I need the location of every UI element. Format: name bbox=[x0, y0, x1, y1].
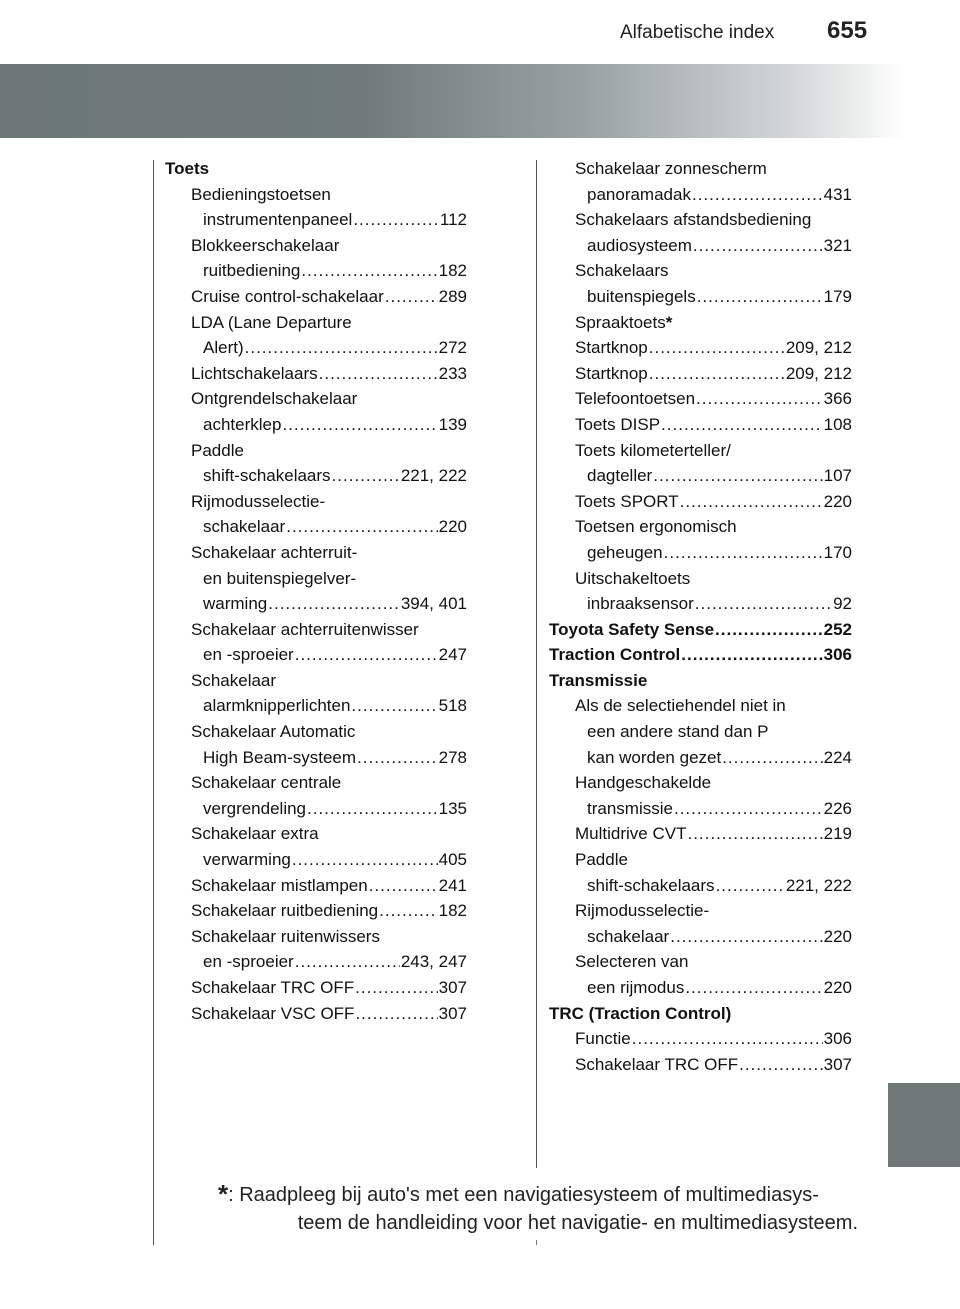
leader-dots bbox=[674, 796, 823, 822]
index-term: Startknop bbox=[575, 338, 648, 358]
index-entry bbox=[549, 770, 852, 796]
index-term: Spraaktoets bbox=[575, 312, 666, 332]
index-entry bbox=[549, 463, 852, 489]
index-term: Schakelaar TRC OFF bbox=[575, 1054, 739, 1074]
index-page-ref: 306 bbox=[823, 645, 852, 665]
index-term: Toyota Safety Sense bbox=[549, 619, 715, 639]
index-entry bbox=[549, 233, 852, 259]
index-entry bbox=[165, 386, 467, 412]
index-term: Toets bbox=[165, 159, 210, 178]
index-entry bbox=[165, 719, 467, 745]
index-entry bbox=[549, 207, 852, 233]
index-entry bbox=[549, 540, 852, 566]
index-page-ref: 243, 247 bbox=[400, 952, 467, 972]
index-page-ref: 92 bbox=[833, 594, 852, 614]
index-term: Alert) bbox=[203, 338, 244, 358]
index-page-ref: 220 bbox=[823, 978, 852, 997]
index-entry bbox=[165, 361, 467, 387]
index-entry bbox=[549, 335, 852, 361]
index-term: een andere stand dan P bbox=[587, 722, 769, 742]
index-entry bbox=[165, 873, 467, 899]
index-page-ref: 224 bbox=[823, 747, 852, 767]
index-term: Transmissie bbox=[549, 670, 648, 690]
index-entry bbox=[165, 642, 467, 668]
index-entry bbox=[165, 924, 467, 950]
index-page-ref: 272 bbox=[438, 338, 467, 358]
leader-dots bbox=[282, 412, 437, 438]
index-term: vergrendeling bbox=[203, 798, 307, 818]
index-term: en buitenspiegelver- bbox=[203, 568, 357, 588]
index-entry bbox=[549, 514, 852, 540]
index-term: Toetsen ergonomisch bbox=[575, 517, 737, 537]
index-term: Schakelaars afstandsbediening bbox=[575, 210, 812, 230]
column-divider-tick bbox=[536, 1240, 537, 1245]
index-entry bbox=[549, 361, 852, 387]
leader-dots bbox=[649, 335, 785, 361]
index-entry bbox=[165, 591, 467, 617]
index-entry bbox=[165, 310, 467, 336]
index-term: dagteller bbox=[587, 466, 653, 486]
index-entry bbox=[549, 796, 852, 822]
index-term: Bedieningstoetsen bbox=[191, 184, 331, 204]
index-term: Paddle bbox=[575, 850, 628, 870]
index-term: geheugen bbox=[587, 542, 663, 562]
index-page-ref: 518 bbox=[438, 696, 467, 716]
leader-dots bbox=[649, 361, 785, 387]
index-entry bbox=[549, 566, 852, 592]
index-entry bbox=[549, 898, 852, 924]
leader-dots bbox=[379, 898, 438, 924]
index-page-ref: 108 bbox=[823, 414, 852, 434]
index-term: Paddle bbox=[191, 440, 244, 460]
index-term: Schakelaar mistlampen bbox=[191, 875, 368, 895]
leader-dots bbox=[332, 463, 400, 489]
index-page-ref: 209, 212 bbox=[785, 338, 852, 358]
index-term: Toets SPORT bbox=[575, 491, 679, 511]
footnote-line-2: teem de handleiding voor het navigatie- en multimediasysteem. bbox=[297, 1212, 858, 1234]
index-entry bbox=[165, 975, 467, 1001]
index-term: Schakelaar achterruitenwisser bbox=[191, 619, 419, 639]
index-term: Schakelaar extra bbox=[191, 824, 319, 844]
index-entry bbox=[549, 745, 852, 771]
leader-dots bbox=[301, 258, 437, 284]
leader-dots bbox=[292, 847, 438, 873]
section-thumb-tab bbox=[888, 1083, 960, 1167]
leader-dots bbox=[716, 873, 785, 899]
index-page-ref: 394, 401 bbox=[400, 594, 467, 614]
index-page-ref: 221, 222 bbox=[785, 875, 852, 895]
index-term: Toets DISP bbox=[575, 414, 661, 434]
index-entry bbox=[549, 693, 852, 719]
index-entry bbox=[165, 617, 467, 643]
index-term: Schakelaar achterruit- bbox=[191, 542, 358, 562]
leader-dots bbox=[385, 284, 438, 310]
index-term: verwarming bbox=[203, 850, 291, 870]
index-term: transmissie bbox=[587, 798, 673, 818]
index-page-ref: 112 bbox=[439, 210, 467, 230]
column-divider-middle bbox=[536, 160, 537, 1168]
page-header bbox=[0, 0, 960, 56]
footnote-marker: * bbox=[218, 1179, 229, 1209]
index-term: warming bbox=[203, 594, 268, 614]
index-page-ref: 278 bbox=[438, 747, 467, 767]
index-entry bbox=[165, 258, 467, 284]
index-term: Schakelaar Automatic bbox=[191, 722, 356, 742]
leader-dots bbox=[697, 284, 823, 310]
index-page-ref: 321 bbox=[823, 235, 852, 255]
index-entry bbox=[165, 540, 467, 566]
index-entry bbox=[549, 668, 852, 694]
leader-dots bbox=[369, 873, 438, 899]
index-term: schakelaar bbox=[587, 926, 670, 946]
leader-dots bbox=[693, 233, 823, 259]
index-page-ref: 221, 222 bbox=[400, 466, 467, 486]
leader-dots bbox=[295, 949, 400, 975]
index-term: Schakelaars bbox=[575, 261, 669, 281]
index-term: buitenspiegels bbox=[587, 286, 696, 306]
index-term: en -sproeier bbox=[203, 952, 294, 972]
index-term: Blokkeerschakelaar bbox=[191, 235, 340, 255]
index-entry bbox=[549, 847, 852, 873]
index-page-ref: 247 bbox=[438, 645, 467, 665]
leader-dots bbox=[351, 693, 437, 719]
index-entry bbox=[165, 438, 467, 464]
leader-dots bbox=[685, 975, 822, 1001]
index-page-ref: 405 bbox=[438, 850, 467, 870]
leader-dots bbox=[355, 1001, 437, 1027]
leader-dots bbox=[670, 924, 822, 950]
index-entry bbox=[165, 770, 467, 796]
index-term: Telefoontoetsen bbox=[575, 389, 696, 409]
index-page-ref: 431 bbox=[823, 184, 852, 204]
index-term: Startknop bbox=[575, 363, 648, 383]
index-term: Multidrive CVT bbox=[575, 824, 687, 844]
index-entry bbox=[549, 873, 852, 899]
leader-dots bbox=[681, 642, 822, 668]
index-term: Schakelaar TRC OFF bbox=[191, 978, 355, 997]
index-term: Selecteren van bbox=[575, 952, 689, 972]
index-term: shift-schakelaars bbox=[587, 875, 715, 895]
index-entry bbox=[549, 258, 852, 284]
index-entry bbox=[165, 233, 467, 259]
leader-dots bbox=[353, 207, 439, 233]
leader-dots bbox=[355, 975, 438, 1001]
index-entry bbox=[549, 591, 852, 617]
index-page-ref: 182 bbox=[438, 261, 467, 281]
index-entry bbox=[549, 1026, 852, 1052]
index-entry bbox=[549, 719, 852, 745]
column-divider-left bbox=[153, 160, 154, 1245]
leader-dots bbox=[722, 745, 822, 771]
index-entry bbox=[549, 642, 852, 668]
index-page-ref: 170 bbox=[823, 542, 852, 562]
leader-dots bbox=[715, 617, 823, 643]
leader-dots bbox=[695, 591, 832, 617]
footnote-line-1: : Raadpleeg bij auto's met een navigatiesysteem of multimediasys- bbox=[228, 1184, 819, 1206]
index-entry bbox=[165, 949, 467, 975]
index-column-right bbox=[549, 156, 852, 1077]
index-page-ref: 179 bbox=[823, 286, 852, 306]
index-page-ref: 220 bbox=[823, 926, 852, 946]
index-page-ref: 209, 212 bbox=[785, 363, 852, 383]
index-entry bbox=[165, 668, 467, 694]
index-term: kan worden gezet bbox=[587, 747, 722, 767]
index-term: Schakelaar zonnescherm bbox=[575, 159, 767, 178]
leader-dots bbox=[632, 1026, 823, 1052]
index-term: panoramadak bbox=[587, 184, 691, 204]
leader-dots bbox=[739, 1052, 823, 1078]
index-term: Schakelaar ruitbediening bbox=[191, 901, 379, 921]
leader-dots bbox=[664, 540, 823, 566]
index-page-ref: 135 bbox=[438, 798, 467, 818]
index-page-ref: 307 bbox=[823, 1054, 852, 1074]
index-entry bbox=[549, 438, 852, 464]
leader-dots bbox=[357, 745, 438, 771]
index-page-ref: 366 bbox=[823, 389, 852, 409]
index-page-ref: 306 bbox=[823, 1029, 852, 1049]
index-term: achterklep bbox=[203, 414, 282, 434]
index-page-ref: 220 bbox=[823, 491, 852, 511]
leader-dots bbox=[307, 796, 438, 822]
leader-dots bbox=[680, 489, 823, 515]
index-entry bbox=[549, 489, 852, 515]
index-entry bbox=[165, 182, 467, 208]
leader-dots bbox=[661, 412, 823, 438]
index-term: Traction Control bbox=[549, 645, 681, 665]
index-page-ref: 289 bbox=[438, 286, 467, 306]
index-term: inbraaksensor bbox=[587, 594, 694, 614]
index-entry bbox=[549, 284, 852, 310]
index-term: audiosysteem bbox=[587, 235, 692, 255]
index-page-ref: 219 bbox=[823, 824, 852, 844]
leader-dots bbox=[696, 386, 823, 412]
index-entry bbox=[165, 796, 467, 822]
page-title: Alfabetische index bbox=[620, 22, 775, 43]
index-entry bbox=[165, 898, 467, 924]
index-entry bbox=[549, 386, 852, 412]
index-term: LDA (Lane Departure bbox=[191, 312, 352, 332]
index-entry bbox=[549, 949, 852, 975]
leader-dots bbox=[286, 514, 437, 540]
index-entry bbox=[165, 821, 467, 847]
index-page-ref: 107 bbox=[823, 466, 852, 486]
index-term: Schakelaar VSC OFF bbox=[191, 1003, 355, 1023]
index-entry bbox=[165, 745, 467, 771]
leader-dots bbox=[687, 821, 822, 847]
leader-dots bbox=[268, 591, 400, 617]
leader-dots bbox=[653, 463, 822, 489]
index-entry bbox=[549, 821, 852, 847]
index-term: Lichtschakelaars bbox=[191, 363, 318, 383]
index-term: Schakelaar bbox=[191, 670, 277, 690]
index-term: en -sproeier bbox=[203, 645, 294, 665]
leader-dots bbox=[245, 335, 438, 361]
index-term: Als de selectiehendel niet in bbox=[575, 696, 786, 716]
index-entry bbox=[549, 924, 852, 950]
index-term: Functie bbox=[575, 1029, 631, 1049]
index-column-left bbox=[165, 156, 467, 1026]
index-term: Toets kilometerteller/ bbox=[575, 440, 731, 460]
index-page-ref: 241 bbox=[438, 875, 467, 895]
index-entry bbox=[549, 1052, 852, 1078]
index-entry bbox=[165, 156, 467, 182]
index-entry bbox=[165, 284, 467, 310]
index-entry bbox=[165, 463, 467, 489]
index-term: TRC (Traction Control) bbox=[549, 1003, 732, 1023]
leader-dots bbox=[295, 642, 438, 668]
index-page-ref: 139 bbox=[438, 414, 467, 434]
index-term: alarmknipperlichten bbox=[203, 696, 351, 716]
index-term: Schakelaar ruitenwissers bbox=[191, 926, 380, 946]
index-entry bbox=[549, 182, 852, 208]
index-entry bbox=[165, 489, 467, 515]
footnote bbox=[218, 1180, 858, 1237]
index-entry bbox=[165, 207, 467, 233]
index-term: Rijmodusselectie- bbox=[191, 491, 326, 511]
index-term: een rijmodus bbox=[587, 978, 685, 997]
index-term: Ontgrendelschakelaar bbox=[191, 389, 358, 409]
index-term: shift-schakelaars bbox=[203, 466, 331, 486]
index-term: Handgeschakelde bbox=[575, 773, 712, 793]
leader-dots bbox=[692, 182, 823, 208]
index-entry bbox=[549, 412, 852, 438]
index-term: instrumentenpaneel bbox=[203, 210, 353, 230]
leader-dots bbox=[319, 361, 438, 387]
index-entry bbox=[549, 617, 852, 643]
index-entry bbox=[165, 566, 467, 592]
index-entry bbox=[549, 975, 852, 1001]
index-page-ref: 307 bbox=[438, 1003, 467, 1023]
index-entry bbox=[165, 412, 467, 438]
index-entry bbox=[549, 310, 852, 336]
header-band bbox=[0, 64, 905, 138]
index-entry bbox=[165, 514, 467, 540]
index-page-ref: 307 bbox=[438, 978, 467, 997]
index-page-ref: 220 bbox=[438, 517, 467, 537]
index-entry bbox=[165, 1001, 467, 1027]
index-entry bbox=[165, 847, 467, 873]
index-term: Schakelaar centrale bbox=[191, 773, 342, 793]
index-page-ref: 226 bbox=[823, 798, 852, 818]
index-entry bbox=[165, 335, 467, 361]
index-term: Rijmodusselectie- bbox=[575, 901, 710, 921]
index-entry bbox=[549, 1001, 852, 1027]
index-term: schakelaar bbox=[203, 517, 286, 537]
index-entry bbox=[549, 156, 852, 182]
index-entry bbox=[165, 693, 467, 719]
page-number: 655 bbox=[827, 17, 868, 44]
index-term: ruitbediening bbox=[203, 261, 301, 281]
index-page-ref: 182 bbox=[438, 901, 467, 921]
index-page-ref: 233 bbox=[438, 363, 467, 383]
footnote-reference: * bbox=[665, 312, 673, 332]
index-page-ref: 252 bbox=[823, 619, 852, 639]
index-term: High Beam-systeem bbox=[203, 747, 357, 767]
index-term: Uitschakeltoets bbox=[575, 568, 691, 588]
index-term: Cruise control-schakelaar bbox=[191, 286, 384, 306]
